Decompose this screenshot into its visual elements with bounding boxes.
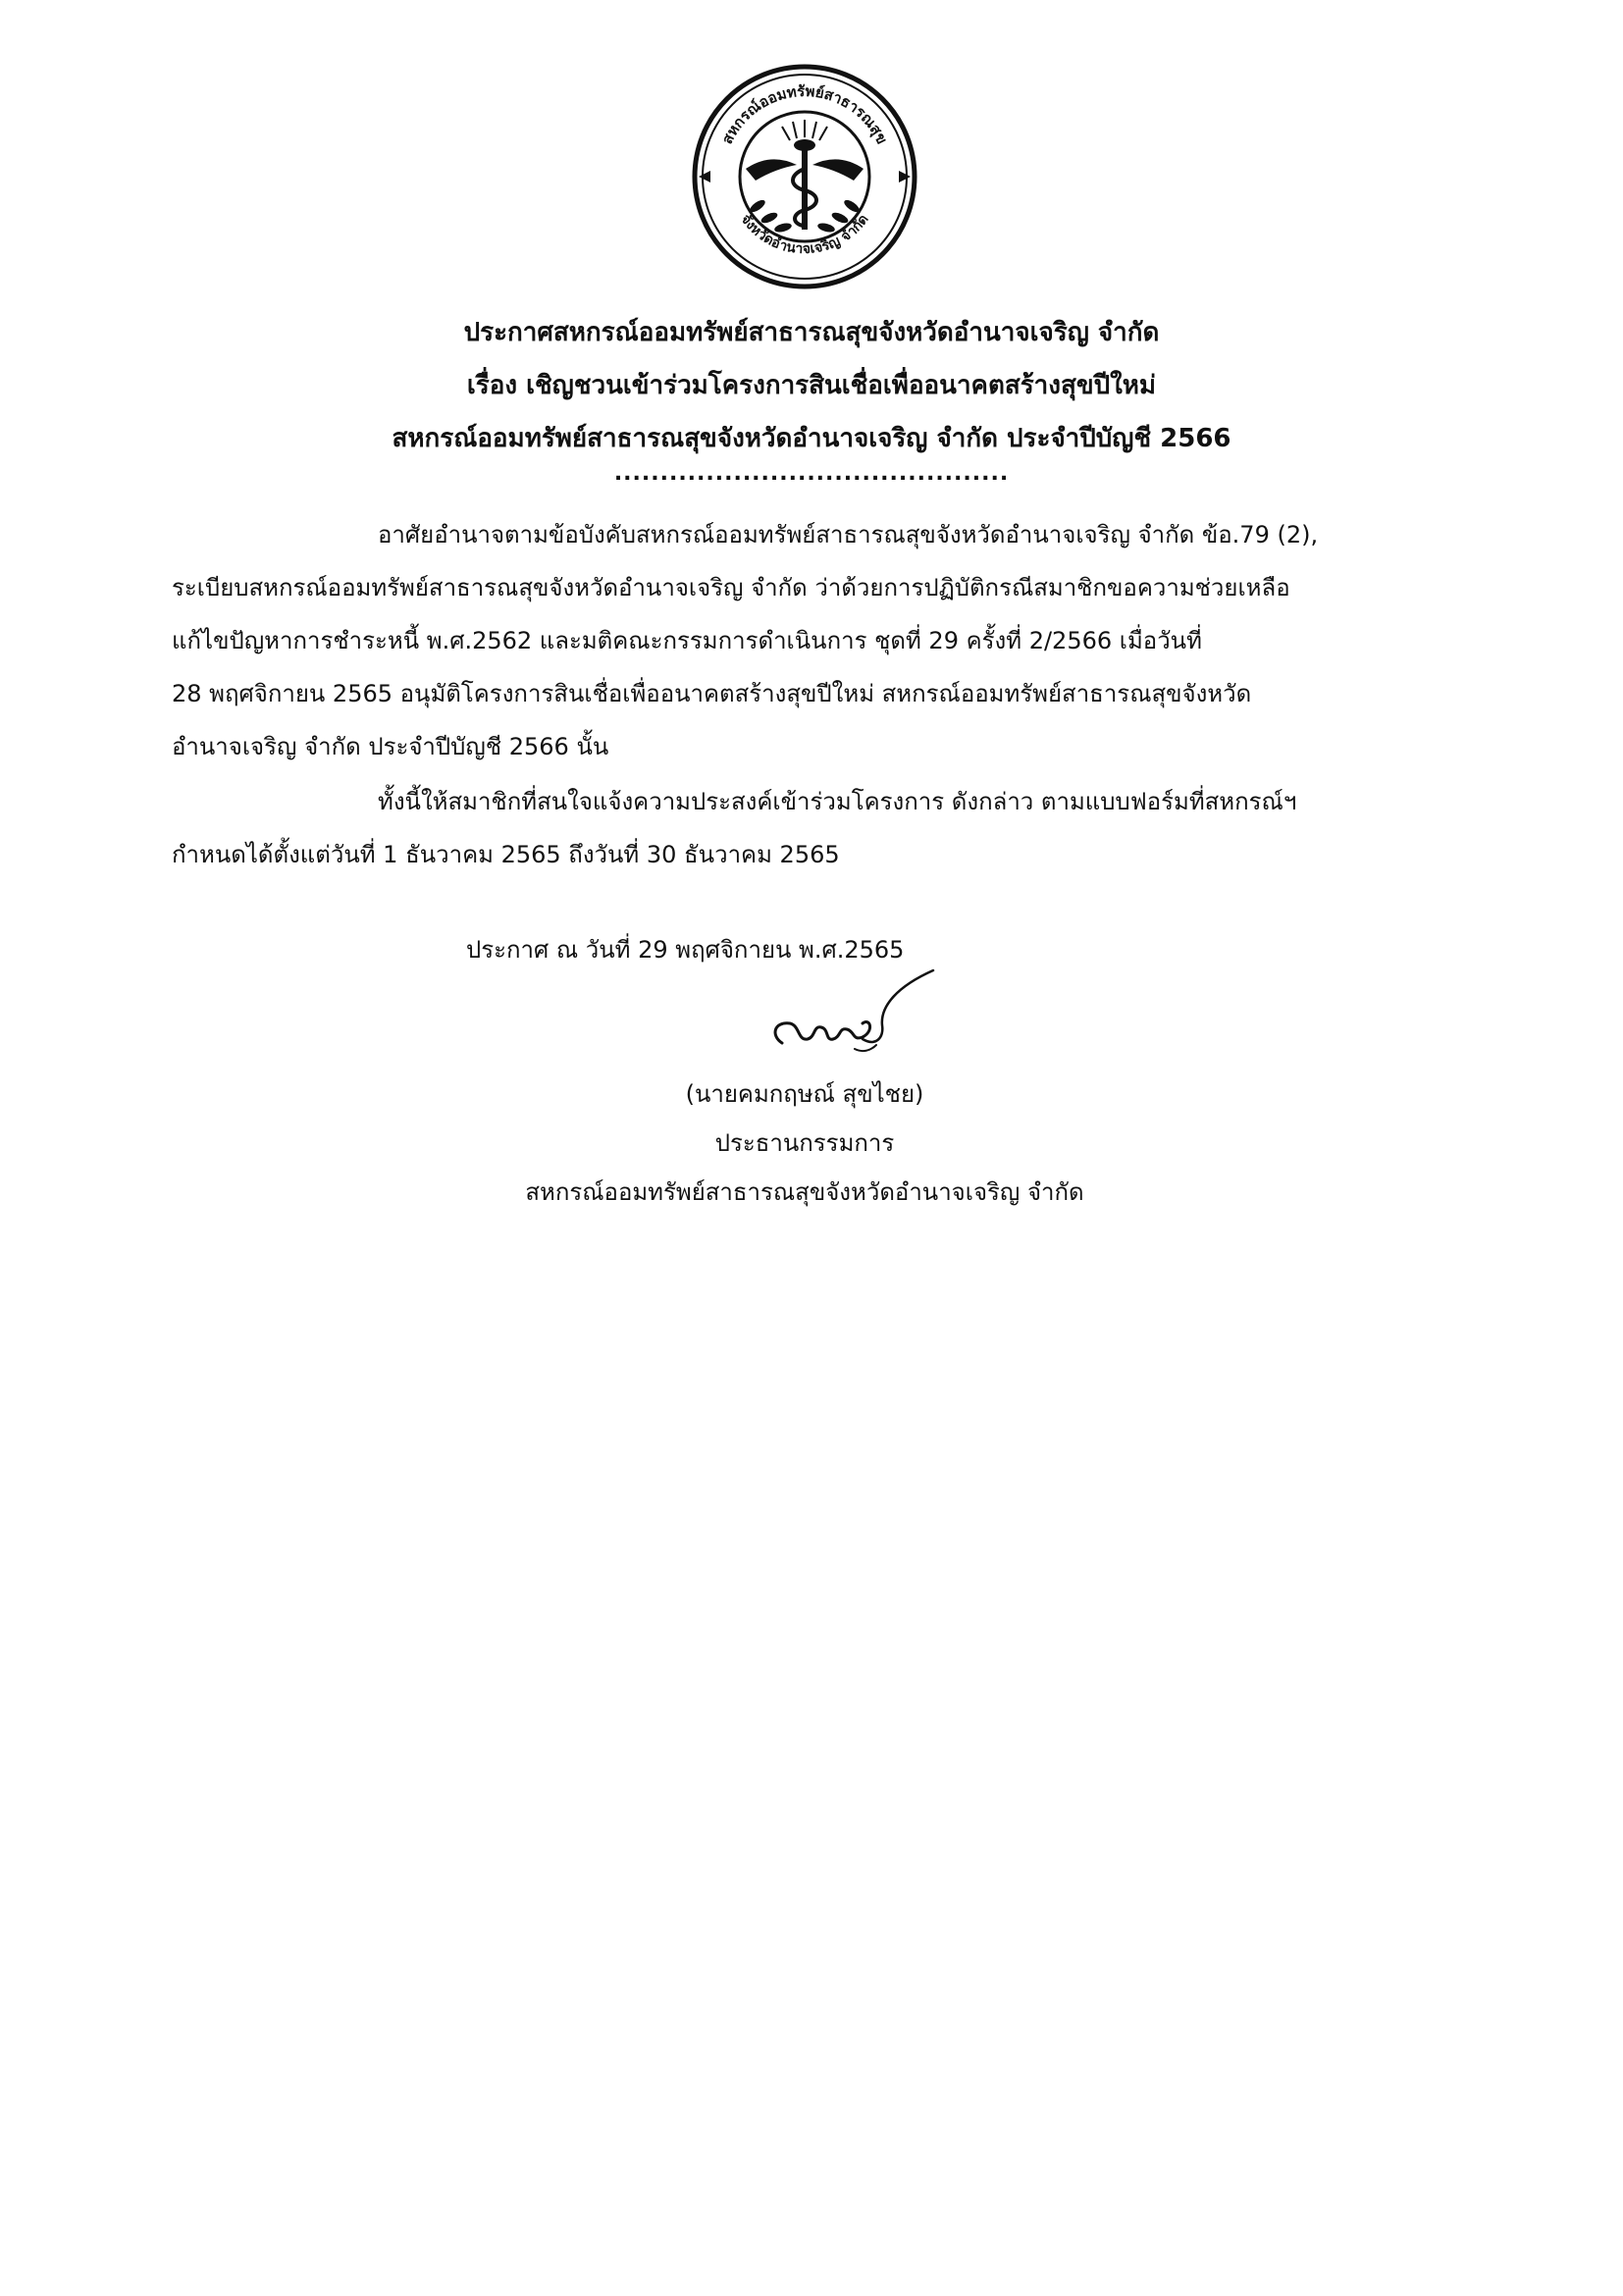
separator-dots: ........................................... xyxy=(613,461,1010,486)
paragraph-line: กำหนดได้ตั้งแต่วันที่ 1 ธันวาคม 2565 ถึงวันที่ 30 ธันวาคม 2565 xyxy=(172,841,840,868)
body-paragraph-authority xyxy=(172,508,1452,773)
paragraph-line: แก้ไขปัญหาการชำระหนี้ พ.ศ.2562 และมติคณะกรรมการดำเนินการ ชุดที่ 29 ครั้งที่ 2/2566 เมื่อวันที่ xyxy=(172,627,1202,654)
paragraph-line: 28 พฤศจิกายน 2565 อนุมัติโครงการสินเชื่อเพื่ออนาคตสร้างสุขปีใหม่ สหกรณ์ออมทรัพย์สาธารณสุขจังหวัด xyxy=(172,680,1252,707)
paragraph-line: ระเบียบสหกรณ์ออมทรัพย์สาธารณสุขจังหวัดอำนาจเจริญ จำกัด ว่าด้วยการปฏิบัติกรณีสมาชิกขอความช่วยเหลือ xyxy=(172,574,1290,601)
heading-title: ประกาศสหกรณ์ออมทรัพย์สาธารณสุขจังหวัดอำนาจเจริญ จำกัด xyxy=(463,318,1160,347)
seal-emblem-icon xyxy=(687,59,922,294)
heading-organization-year: สหกรณ์ออมทรัพย์สาธารณสุขจังหวัดอำนาจเจริญ จำกัด ประจำปีบัญชี 2566 xyxy=(392,424,1231,453)
announcement-date: ประกาศ ณ วันที่ 29 พฤศจิกายน พ.ศ.2565 xyxy=(466,936,905,964)
signatory-block xyxy=(412,1070,1197,1217)
svg-text:สหกรณ์ออมทรัพย์สาธารณสุข: สหกรณ์ออมทรัพย์สาธารณสุข xyxy=(717,81,892,147)
cooperative-seal xyxy=(687,59,922,294)
paragraph-line: อาศัยอำนาจตามข้อบังคับสหกรณ์ออมทรัพย์สาธารณสุขจังหวัดอำนาจเจริญ จำกัด ข้อ.79 (2), xyxy=(378,521,1319,548)
body-paragraph-invitation xyxy=(172,775,1452,881)
heading-subject: เรื่อง เชิญชวนเข้าร่วมโครงการสินเชื่อเพื่ออนาคตสร้างสุขปีใหม่ xyxy=(466,371,1157,400)
signatory-name: (นายคมกฤษณ์ สุขไชย) xyxy=(685,1080,924,1108)
paragraph-line: อำนาจเจริญ จำกัด ประจำปีบัญชี 2566 นั้น xyxy=(172,733,609,760)
handwritten-signature xyxy=(760,966,947,1074)
svg-text:จังหวัดอำนาจเจริญ จำกัด: จังหวัดอำนาจเจริญ จำกัด xyxy=(737,211,872,258)
paragraph-line: ทั้งนี้ให้สมาชิกที่สนใจแจ้งความประสงค์เข้าร่วมโครงการ ดังกล่าว ตามแบบฟอร์มที่สหกรณ์ฯ xyxy=(378,788,1297,815)
announcement-heading xyxy=(0,306,1623,465)
signatory-position: ประธานกรรมการ xyxy=(714,1129,895,1157)
signature-icon xyxy=(760,966,947,1074)
signatory-organization: สหกรณ์ออมทรัพย์สาธารณสุขจังหวัดอำนาจเจริญ จำกัด xyxy=(525,1178,1084,1206)
